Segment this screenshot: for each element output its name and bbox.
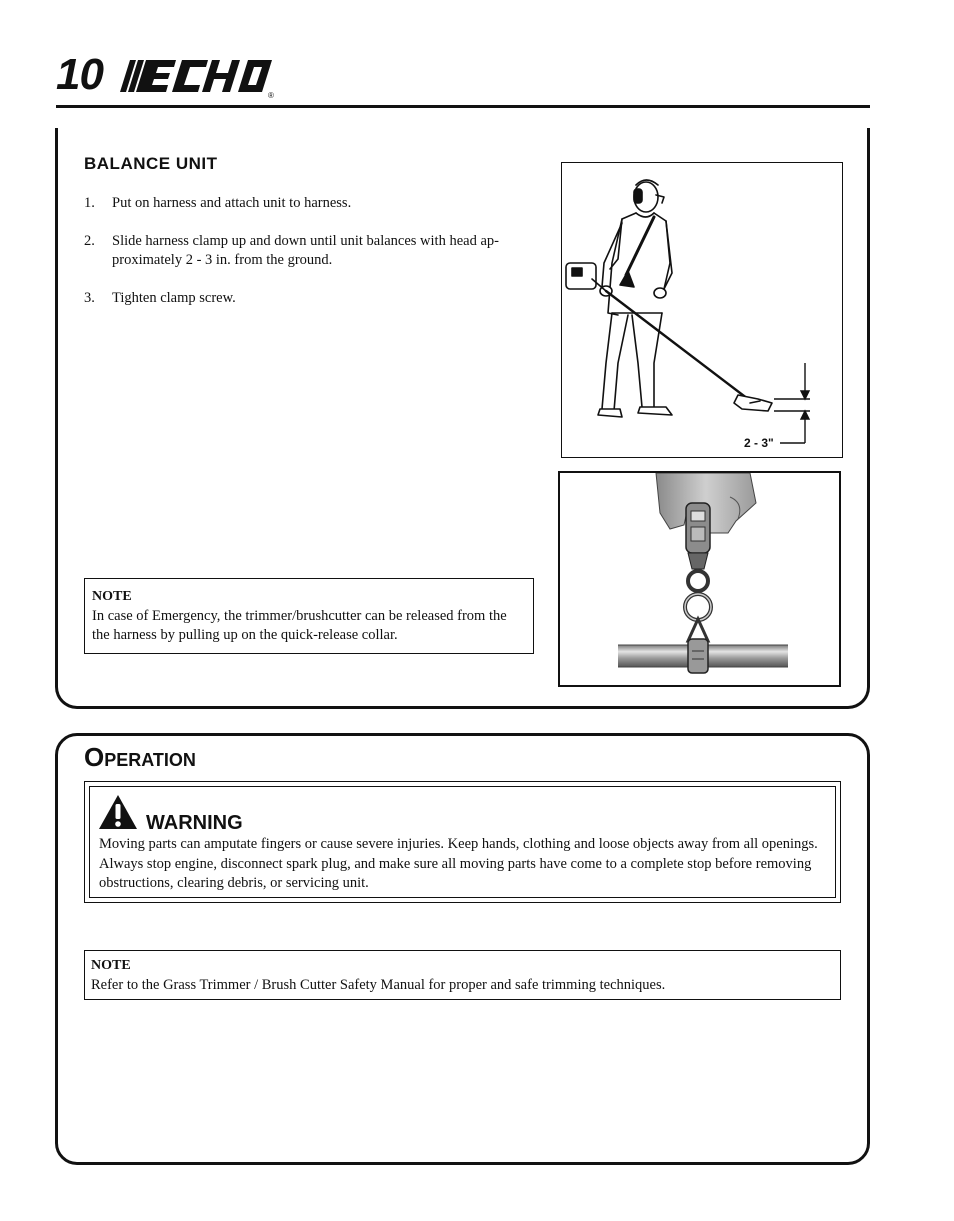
note-title: NOTE xyxy=(91,958,131,973)
warning-text: Moving parts can amputate fingers or cause severe injuries. Keep hands, clothing and loose objects away from all openings. Always stop engine, disconnect spark plug, and make sure all moving parts have come to a complete stop before removing obstructions, clearing debris, or servicing unit. xyxy=(99,836,818,891)
dimension-label: 2 - 3" xyxy=(744,436,774,450)
step-item xyxy=(84,194,534,214)
operator-balance-illustration xyxy=(561,162,843,458)
step-number: 1. xyxy=(84,195,95,211)
svg-text:®: ® xyxy=(268,91,274,100)
operation-heading-cap: O xyxy=(84,742,105,772)
operation-heading xyxy=(84,742,196,773)
step-text: Put on harness and attach unit to harness. xyxy=(112,195,352,211)
balance-heading: BALANCE UNIT xyxy=(84,154,218,173)
quick-release-collar-photo xyxy=(558,471,841,687)
step-item xyxy=(84,289,534,309)
step-text: Slide harness clamp up and down until unit balances with head ap-proximately 2 - 3 in. from the ground. xyxy=(112,232,499,268)
emergency-note xyxy=(84,578,534,654)
warning-triangle-icon xyxy=(98,793,138,831)
note-title: NOTE xyxy=(92,589,132,604)
header-rule xyxy=(56,105,870,108)
echo-logo xyxy=(118,56,280,100)
page-number: 10 xyxy=(56,50,103,99)
note-text: In case of Emergency, the trimmer/brushcutter can be released from the the harness by pulling up on the quick-release collar. xyxy=(92,607,507,643)
step-number: 3. xyxy=(84,289,95,306)
note-text: Refer to the Grass Trimmer / Brush Cutter Safety Manual for proper and safe trimming techniques. xyxy=(91,976,666,993)
warning-box xyxy=(84,781,841,903)
step-number: 2. xyxy=(84,232,95,249)
safety-manual-note xyxy=(84,950,841,1000)
warning-title: WARNING xyxy=(146,812,243,834)
step-text: Tighten clamp screw. xyxy=(112,289,236,306)
warning-box-inner xyxy=(89,786,836,898)
step-item xyxy=(84,232,534,271)
operation-heading-rest: PERATION xyxy=(104,750,196,770)
balance-steps xyxy=(84,194,534,326)
